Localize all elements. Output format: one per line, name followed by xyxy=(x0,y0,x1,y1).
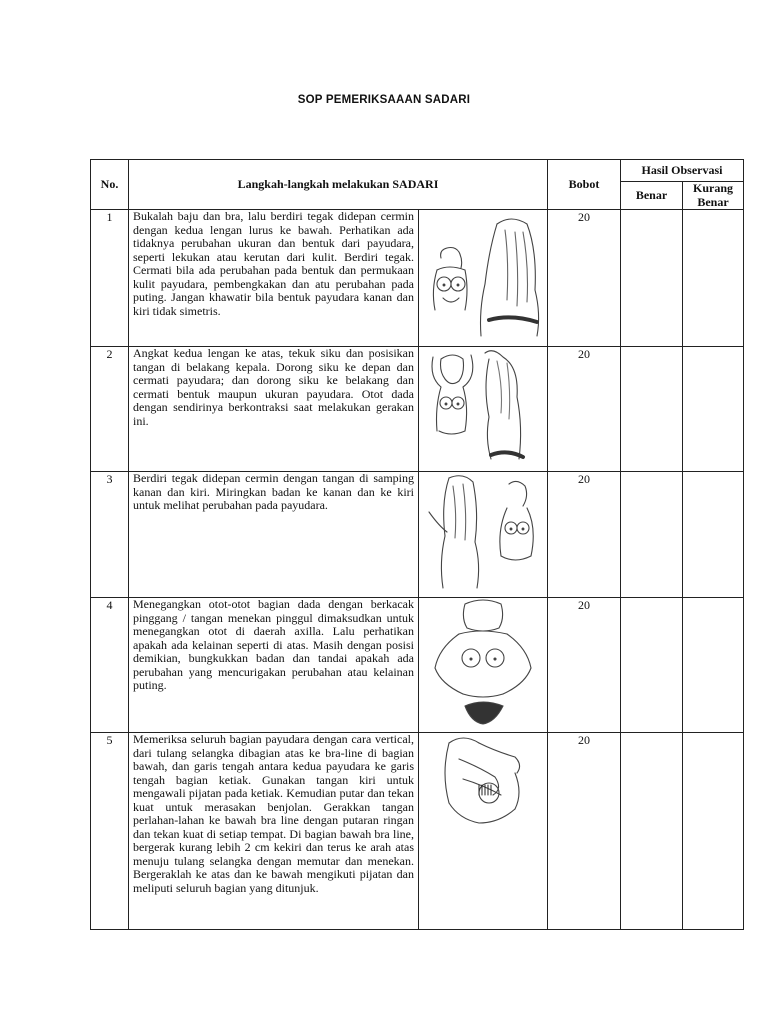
header-bobot: Bobot xyxy=(548,160,621,210)
step-illustration xyxy=(419,347,548,472)
step-text: Angkat kedua lengan ke atas, tekuk siku dan posisikan tangan di belakang kepala. Dorong siku ke depan dan cermati payudara; dan dorong siku ke belakang dan cermati bentuk maupun ukuran payudara. Otot dada dengan sendirinya berkontraksi saat melakukan gerakan ini. xyxy=(129,347,419,472)
step-text: Menegangkan otot-otot bagian dada dengan berkacak pinggang / tangan menekan pinggul dimaksudkan untuk menegangkan otot di daerah axilla. Lalu perhatikan apakah ada kelainan seperti di atas. Masih dengan posisi demikian, bungkukkan badan dan tandai apakah ada perubahan yang mencurigakan perubahan atau kelainan puting. xyxy=(129,598,419,733)
header-steps: Langkah-langkah melakukan SADARI xyxy=(129,160,548,210)
header-observation: Hasil Observasi xyxy=(621,160,744,182)
cell-benar xyxy=(621,598,683,733)
row-bobot: 20 xyxy=(548,210,621,347)
figure-hands-on-hips xyxy=(419,598,548,730)
page-title: SOP PEMERIKSAAAN SADARI xyxy=(297,94,471,106)
cell-kurang-benar xyxy=(683,210,744,347)
step-illustration xyxy=(419,733,548,930)
row-number: 4 xyxy=(91,598,129,733)
cell-benar xyxy=(621,472,683,598)
row-bobot: 20 xyxy=(548,347,621,472)
header-benar: Benar xyxy=(621,182,683,210)
cell-kurang-benar xyxy=(683,733,744,930)
row-number: 5 xyxy=(91,733,129,930)
step-illustration xyxy=(419,472,548,598)
header-kurang-benar xyxy=(683,182,744,210)
step-illustration xyxy=(419,210,548,347)
header-kurang-line1: Kurang xyxy=(693,181,734,195)
table-row xyxy=(91,472,744,598)
figure-arms-raised-behind-head xyxy=(419,347,548,469)
row-bobot: 20 xyxy=(548,598,621,733)
cell-benar xyxy=(621,210,683,347)
step-illustration xyxy=(419,598,548,733)
cell-kurang-benar xyxy=(683,472,744,598)
table-row xyxy=(91,598,744,733)
table-row xyxy=(91,347,744,472)
figure-arms-down-and-back-view xyxy=(419,210,548,340)
cell-benar xyxy=(621,347,683,472)
row-bobot: 20 xyxy=(548,733,621,930)
cell-benar xyxy=(621,733,683,930)
header-no: No. xyxy=(91,160,129,210)
figure-leaning-side-view xyxy=(419,472,548,594)
step-text: Bukalah baju dan bra, lalu berdiri tegak didepan cermin dengan kedua lengan lurus ke bawah. Perhatikan ada tidaknya perubahan ukuran dan bentuk dari payudara, seperti lekukan atau kerutan dari kulit. Berdiri tegak. Cermati bila ada perubahan pada bentuk dan permukaan kulit payudara, pembengkakan dan atu perubahan pada puting. Jangan khawatir bila bentuk payudara kanan dan kiri tidak simetris. xyxy=(129,210,419,347)
table-row xyxy=(91,210,744,347)
row-bobot: 20 xyxy=(548,472,621,598)
figure-vertical-palpation xyxy=(419,733,548,853)
row-number: 3 xyxy=(91,472,129,598)
step-text: Memeriksa seluruh bagian payudara dengan cara vertical, dari tulang selangka dibagian atas ke bra-line di bagian bawah, dan garis tengah antara kedua payudara ke garis tengah bagian ketiak. Gunakan tangan kiri untuk mengawali pijatan pada ketiak. Kemudian putar dan tekan kuat untuk merasakan benjolan. Gerakkan tangan perlahan-lahan ke bawah bra line dengan putaran ringan dan tekan kuat di setiap tempat. Di bagian bawah bra line, bergerak kurang lebih 2 cm kekiri dan terus ke arah atas menuju tulang selangka dengan memutar dan menekan. Bergeraklah ke atas dan ke bawah mengikuti pijatan dan meliputi seluruh bagian yang ditunjuk. xyxy=(129,733,419,930)
cell-kurang-benar xyxy=(683,347,744,472)
sop-table xyxy=(90,159,744,930)
cell-kurang-benar xyxy=(683,598,744,733)
header-kurang-line2: Benar xyxy=(697,194,729,209)
row-number: 2 xyxy=(91,347,129,472)
step-text: Berdiri tegak didepan cermin dengan tangan di samping kanan dan kiri. Miringkan badan ke kanan dan ke kiri untuk melihat perubahan pada payudara. xyxy=(129,472,419,598)
row-number: 1 xyxy=(91,210,129,347)
table-row xyxy=(91,733,744,930)
